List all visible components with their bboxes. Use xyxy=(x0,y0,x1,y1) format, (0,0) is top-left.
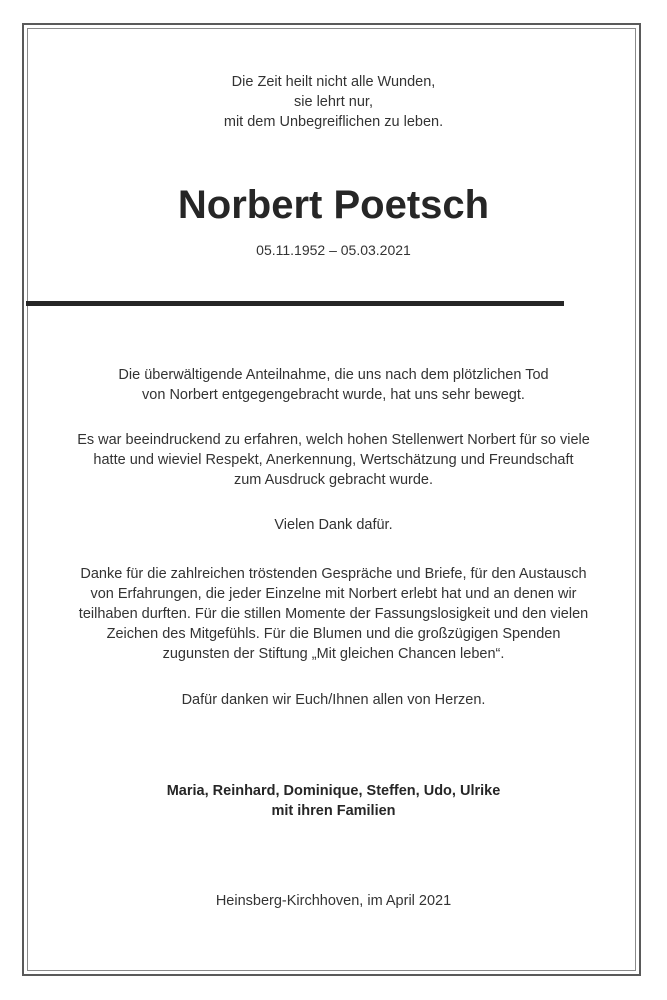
signers xyxy=(22,781,645,821)
place-date: Heinsberg-Kirchhoven, im April 2021 xyxy=(215,893,452,909)
text-line: Es war beeindruckend zu erfahren, welch hohen Stellenwert Norbert für so viele xyxy=(77,432,590,448)
text-line: von Norbert entgegengebracht wurde, hat uns sehr bewegt. xyxy=(142,387,525,403)
motto-quote xyxy=(22,72,645,132)
paragraph-thanks xyxy=(22,515,645,535)
text-line: Dafür danken wir Euch/Ihnen allen von Herzen. xyxy=(181,692,486,708)
text-line: zugunsten der Stiftung „Mit gleichen Chancen leben“. xyxy=(162,646,505,662)
life-dates: 05.11.1952 – 05.03.2021 xyxy=(256,242,411,258)
motto-line: sie lehrt nur, xyxy=(294,94,373,110)
motto-line: mit dem Unbegreiflichen zu leben. xyxy=(223,114,444,130)
text-line: hatte und wieviel Respekt, Anerkennung, Wertschätzung und Freundschaft xyxy=(93,452,574,468)
inner-border xyxy=(27,28,636,971)
text-line: teilhaben durften. Für die stillen Momente der Fassungslosigkeit und den vielen xyxy=(78,606,589,622)
paragraph-gratitude-details xyxy=(22,564,645,664)
paragraph-esteem xyxy=(22,430,645,490)
signer-families: mit ihren Familien xyxy=(271,803,396,819)
text-line: von Erfahrungen, die jeder Einzelne mit Norbert erlebt hat und an denen wir xyxy=(90,586,577,602)
text-line: Vielen Dank dafür. xyxy=(274,517,393,533)
text-line: Danke für die zahlreichen tröstenden Gespräche und Briefe, für den Austausch xyxy=(80,566,587,582)
text-line: Die überwältigende Anteilnahme, die uns nach dem plötzlichen Tod xyxy=(118,367,549,383)
deceased-name: Norbert Poetsch xyxy=(177,183,490,227)
signer-names: Maria, Reinhard, Dominique, Steffen, Udo, Ulrike xyxy=(166,783,501,799)
motto-line: Die Zeit heilt nicht alle Wunden, xyxy=(231,74,436,90)
paragraph-closing xyxy=(22,690,645,710)
text-line: Zeichen des Mitgefühls. Für die Blumen und die großzügigen Spenden xyxy=(106,626,561,642)
paragraph-sympathy xyxy=(22,365,645,405)
text-line: zum Ausdruck gebracht wurde. xyxy=(233,472,434,488)
divider-bar xyxy=(26,301,564,306)
